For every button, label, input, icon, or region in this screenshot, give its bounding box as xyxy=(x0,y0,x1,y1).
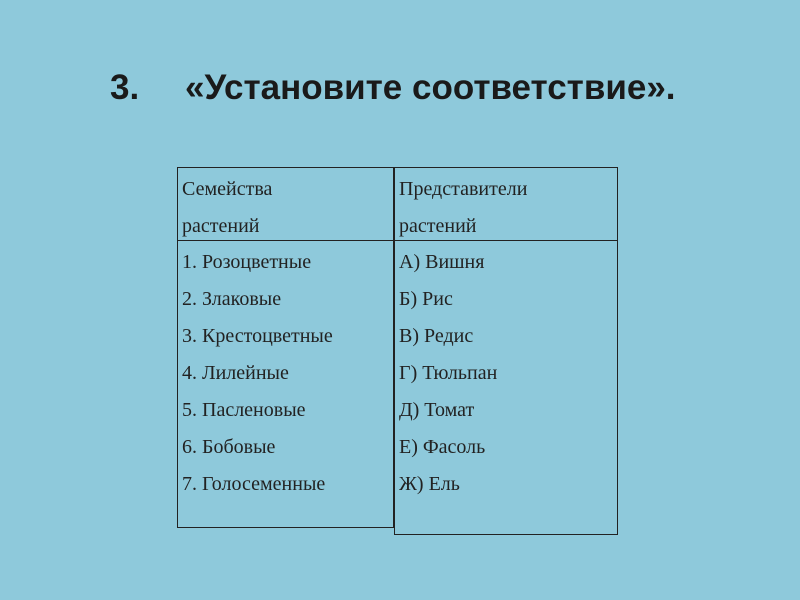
family-item: 5. Пасленовые xyxy=(182,399,306,421)
representative-item: В) Редис xyxy=(399,325,474,347)
task-heading: «Установите соответствие». xyxy=(185,68,676,107)
families-column xyxy=(177,167,394,528)
families-header-line-2: растений xyxy=(182,215,260,237)
representative-item: А) Вишня xyxy=(399,251,485,273)
families-header xyxy=(178,168,393,241)
representatives-column xyxy=(394,167,618,535)
task-number: 3. xyxy=(110,68,140,107)
family-item: 1. Розоцветные xyxy=(182,251,312,273)
family-item: 3. Крестоцветные xyxy=(182,325,333,347)
family-item: 2. Злаковые xyxy=(182,288,282,310)
family-item: 4. Лилейные xyxy=(182,362,289,384)
representative-item: Б) Рис xyxy=(399,288,453,310)
family-item: 6. Бобовые xyxy=(182,436,276,458)
representatives-list xyxy=(395,241,617,503)
family-item: 7. Голосеменные xyxy=(182,473,326,495)
representative-item: Г) Тюльпан xyxy=(399,362,498,384)
families-list xyxy=(178,241,393,503)
slide-title xyxy=(110,68,676,108)
representative-item: Ж) Ель xyxy=(399,473,460,495)
representatives-header xyxy=(395,168,617,241)
representatives-header-line-1: Представители xyxy=(399,178,528,200)
representative-item: Е) Фасоль xyxy=(399,436,486,458)
families-header-line-1: Семейства xyxy=(182,178,273,200)
representatives-header-line-2: растений xyxy=(399,215,477,237)
representative-item: Д) Томат xyxy=(399,399,475,421)
